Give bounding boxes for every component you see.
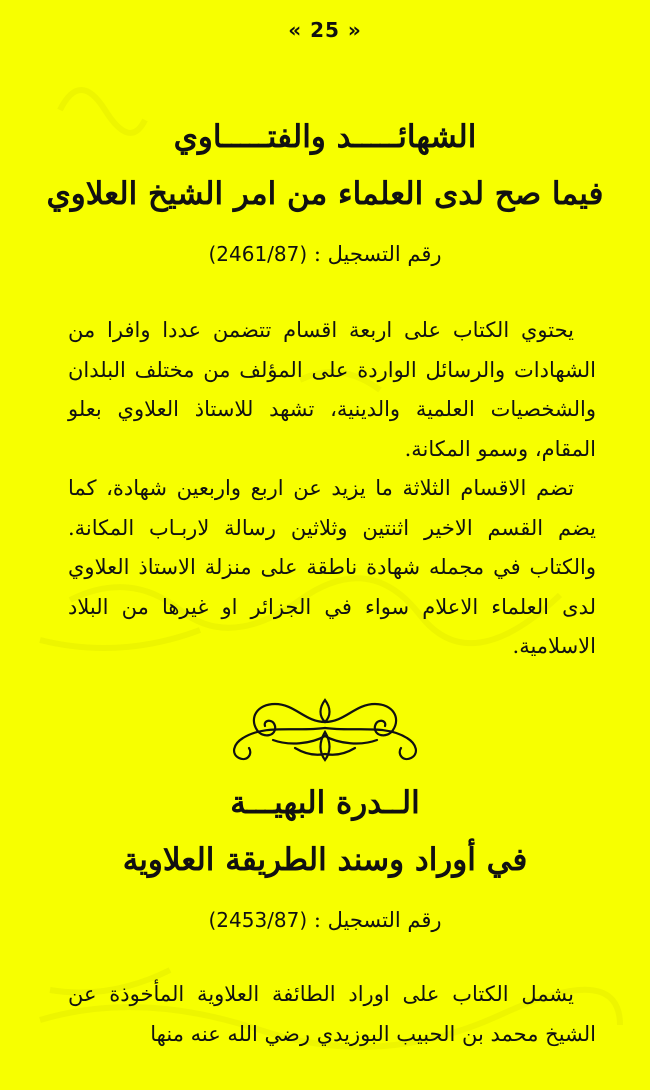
calligraphic-flourish-icon xyxy=(225,692,425,764)
section2-paragraph1: يشمل الكتاب على اوراد الطائفة العلاوية المأخوذة عن الشيخ محمد بن الحبيب البوزيدي رضي الله عنه منها xyxy=(68,982,596,1046)
registration-number: (2453/87) xyxy=(208,908,308,932)
registration-label: رقم التسجيل : xyxy=(313,242,442,266)
section1-paragraph1: يحتوي الكتاب على اربعة اقسام تتضمن عددا وافرا من الشهادات والرسائل الواردة على المؤلف من مختلف البلدان والشخصيات العلمية والدينية، تشهد للاستاذ العلاوي بعلو المقام، وسمو المكانة. xyxy=(68,318,596,461)
section1-title-line2: فيما صح لدى العلماء من امر الشيخ العلاوي xyxy=(46,176,604,212)
section1-paragraph2: تضم الاقسام الثلاثة ما يزيد عن اربع واربعين شهادة، كما يضم القسم الاخير اثنتين وثلاثين رسالة لاربـاب المكانة. والكتاب في مجمله شهادة ناطقة على منزلة الاستاذ العلاوي لدى العلماء الاعلام سواء في الجزائر او غيرها من البلاد الاسلامية. xyxy=(68,476,596,658)
section1-title-line1: الشهائـــــد والفتـــــاوي xyxy=(173,119,477,155)
registration-number: (2461/87) xyxy=(208,242,308,266)
section2-registration xyxy=(30,908,620,932)
registration-label: رقم التسجيل : xyxy=(313,908,442,932)
section2-title-line2: في أوراد وسند الطريقة العلاوية xyxy=(122,842,528,878)
page-number: « 25 » xyxy=(288,18,362,42)
section2-title-line1: الــدرة البهيـــة xyxy=(230,785,420,821)
section1-registration xyxy=(30,242,620,266)
